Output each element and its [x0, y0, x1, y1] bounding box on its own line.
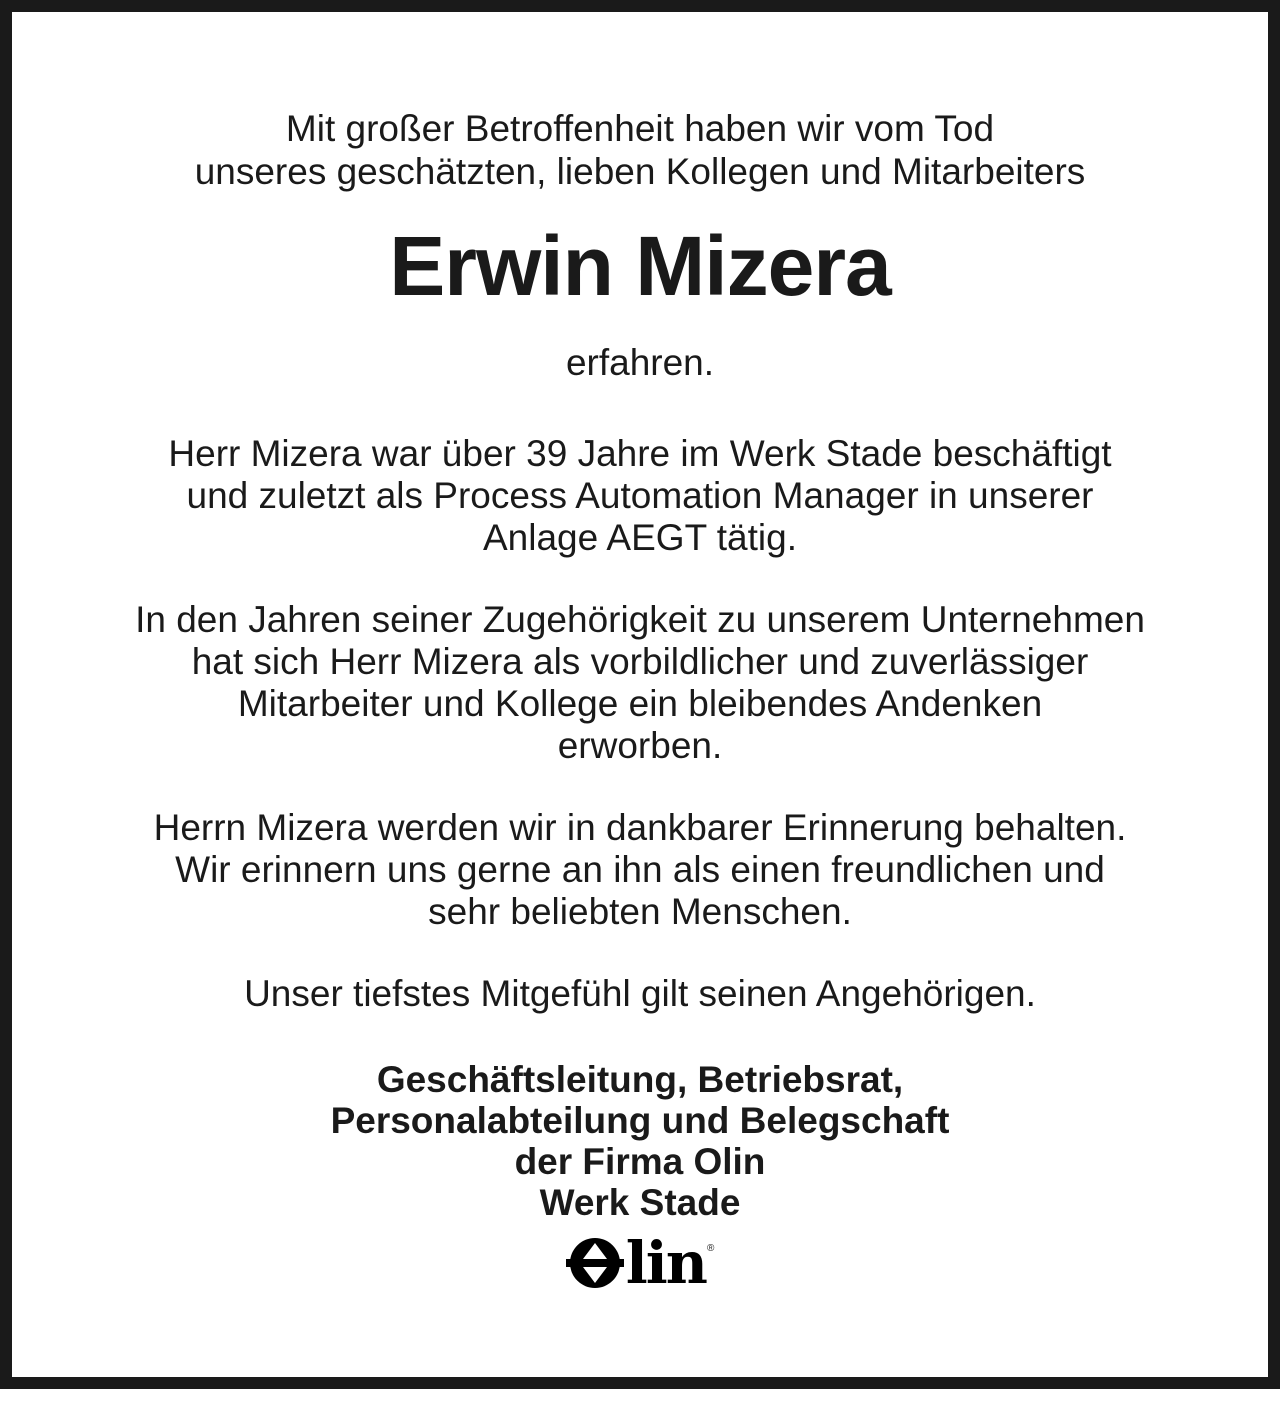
signature-block [24, 1059, 1256, 1223]
logo-text: lin [625, 1229, 706, 1297]
paragraph-line: Mitarbeiter und Kollege ein bleibendes Andenken [237, 683, 1043, 724]
deceased-name: Erwin Mizera [389, 219, 891, 313]
paragraph-line: Wir erinnern uns gerne an ihn als einen freundlichen und [175, 849, 1105, 890]
signature-line: Personalabteilung und Belegschaft [330, 1100, 950, 1141]
paragraph-line: erworben. [557, 725, 723, 766]
paragraph-merit [24, 599, 1256, 767]
paragraph-line: Anlage AEGT tätig. [482, 517, 797, 558]
trademark-symbol: ® [706, 1243, 715, 1254]
intro-line: Mit großer Betroffenheit haben wir vom Tod [285, 108, 995, 149]
obituary-content [24, 24, 1256, 1297]
intro-line: unseres geschätzten, lieben Kollegen und Mitarbeiters [194, 151, 1086, 192]
paragraph-memory [24, 807, 1256, 933]
intro-text [24, 107, 1256, 193]
paragraph-line: Herrn Mizera werden wir in dankbarer Erinnerung behalten. [153, 807, 1127, 848]
paragraph-career [24, 433, 1256, 559]
after-name-text: erfahren. [565, 342, 715, 383]
paragraph-line: hat sich Herr Mizera als vorbildlicher und zuverlässiger [191, 641, 1089, 682]
olin-logo [566, 1229, 715, 1297]
olin-logo-icon [566, 1237, 624, 1289]
paragraph-condolence: Unser tiefstes Mitgefühl gilt seinen Angehörigen. [244, 973, 1036, 1014]
paragraph-line: und zuletzt als Process Automation Manager in unserer [186, 475, 1094, 516]
signature-line: der Firma Olin [514, 1141, 766, 1182]
paragraph-line: sehr beliebten Menschen. [428, 891, 852, 932]
paragraph-line: In den Jahren seiner Zugehörigkeit zu unserem Unternehmen [135, 599, 1145, 640]
paragraph-line: Herr Mizera war über 39 Jahre im Werk Stade beschäftigt [168, 433, 1112, 474]
signature-line: Geschäftsleitung, Betriebsrat, [376, 1059, 904, 1100]
signature-line: Werk Stade [539, 1182, 741, 1223]
